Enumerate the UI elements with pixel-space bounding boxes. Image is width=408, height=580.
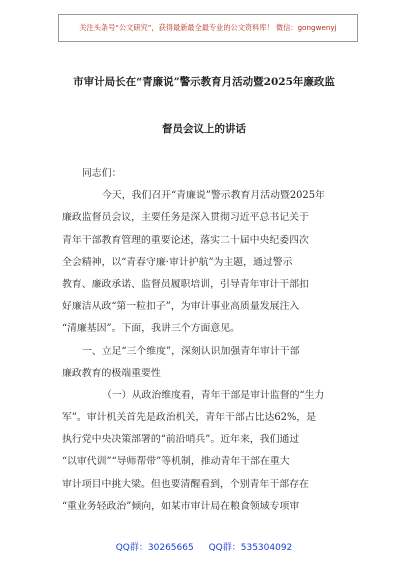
- paragraph-line: 今天，我们召开“青廉说”警示教育月活动暨2025年: [102, 190, 325, 202]
- paragraph-line: “以审代训”“导师帮带”等机制，推动青年干部在重大: [62, 456, 290, 468]
- paragraph-line: 教育、廉政承诺、监督员履职培训，引导青年审计干部扣: [62, 278, 309, 290]
- footer-qq-group-2: QQ群：535304092: [208, 543, 293, 553]
- section-heading-line: 一、立足“三个维度”，深刻认识加强青年审计干部: [82, 345, 300, 357]
- paragraph-line: 执行党中央决策部署的“前沿哨兵”。近年来，我们通过: [62, 434, 300, 446]
- paragraph-line: “重业务轻政治”倾向，如某市审计局在粮食领域专项审: [62, 500, 300, 512]
- footer-contact: [0, 540, 408, 553]
- paragraph-line: 审计项目中挑大梁。但也要清醒看到，个别青年干部存在: [62, 478, 309, 490]
- paragraph-line: 廉政监督员会议，主要任务是深入贯彻习近平总书记关于: [62, 212, 309, 224]
- paragraph-line: 全会精神，以“青春守廉·审计护航”为主题，通过警示: [62, 256, 293, 268]
- paragraph-line: （一）从政治维度看，青年干部是审计监督的“生力: [102, 389, 325, 401]
- paragraph-line: “清廉基因”。下面，我讲三个方面意见。: [62, 323, 240, 335]
- paragraph-line: 好廉洁从政“第一粒扣子”，为审计事业高质量发展注入: [62, 301, 300, 313]
- footer-qq-group-1: QQ群：30265665: [115, 543, 194, 553]
- salutation: 同志们：: [82, 168, 122, 179]
- document-title-line-2: 督员会议上的讲话: [162, 123, 246, 135]
- header-banner: 关注头条号“公文研究”，获得最新最全最专业的公文资料库！ 微信：gongwenyj: [58, 14, 358, 42]
- document-body: [62, 163, 362, 518]
- paragraph-line: 军”。审计机关首先是政治机关，青年干部占比达62%，是: [62, 412, 317, 424]
- paragraph-line: 青年干部教育管理的重要论述，落实二十届中央纪委四次: [62, 234, 309, 246]
- section-heading-line: 廉政教育的极端重要性: [62, 367, 161, 379]
- document-title-line-1: 市审计局长在“青廉说”警示教育月活动暨2025年廉政监: [73, 76, 335, 88]
